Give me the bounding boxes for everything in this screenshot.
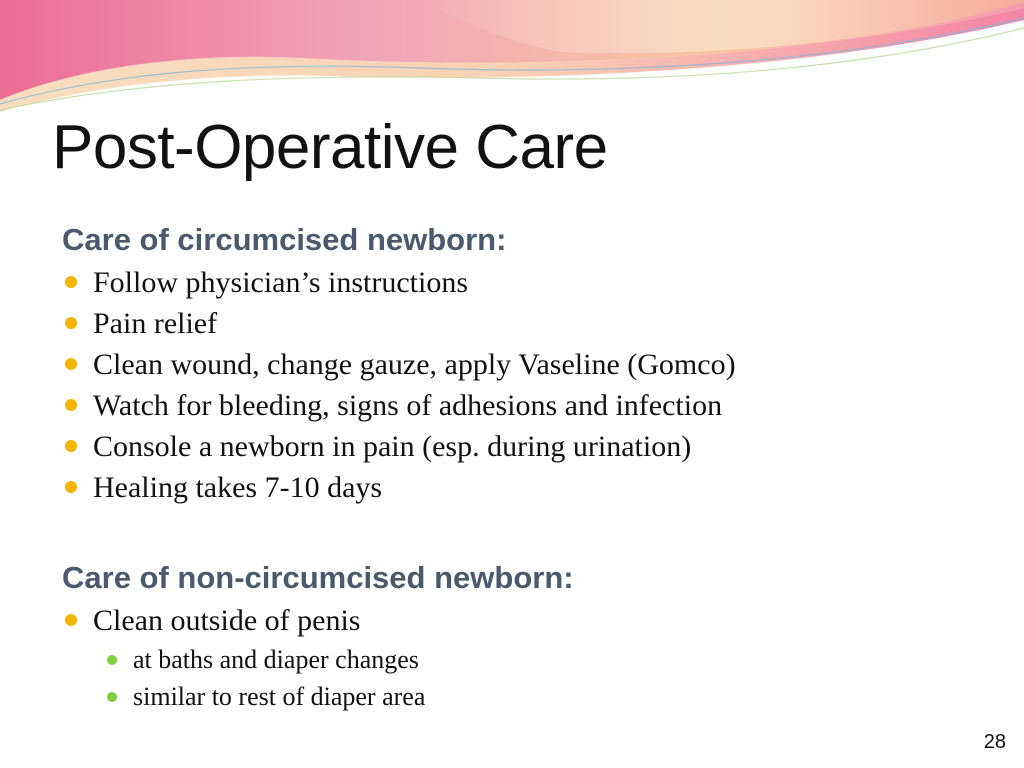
bullet-item: Pain relief <box>62 303 962 344</box>
bullet-item: Healing takes 7-10 days <box>62 467 962 508</box>
section-heading: Care of non-circumcised newborn: <box>62 560 574 595</box>
page-number: 28 <box>983 731 1006 753</box>
section-non-circumcised <box>62 556 962 715</box>
bullet-item: Watch for bleeding, signs of adhesions and infection <box>62 385 962 426</box>
section-circumcised <box>62 218 962 508</box>
bullet-item: Clean outside of penis <box>62 600 962 641</box>
sub-bullet-item: similar to rest of diaper area <box>102 678 962 715</box>
slide-title: Post-Operative Care <box>52 113 608 182</box>
bullet-list <box>62 262 962 508</box>
sub-bullet-list <box>102 641 962 715</box>
section-heading: Care of circumcised newborn: <box>62 222 507 257</box>
bullet-item: Follow physician’s instructions <box>62 262 962 303</box>
bullet-item: Console a newborn in pain (esp. during urination) <box>62 426 962 467</box>
sub-bullet-item: at baths and diaper changes <box>102 641 962 678</box>
bullet-item: Clean wound, change gauze, apply Vaseline (Gomco) <box>62 344 962 385</box>
bullet-list <box>62 600 962 641</box>
